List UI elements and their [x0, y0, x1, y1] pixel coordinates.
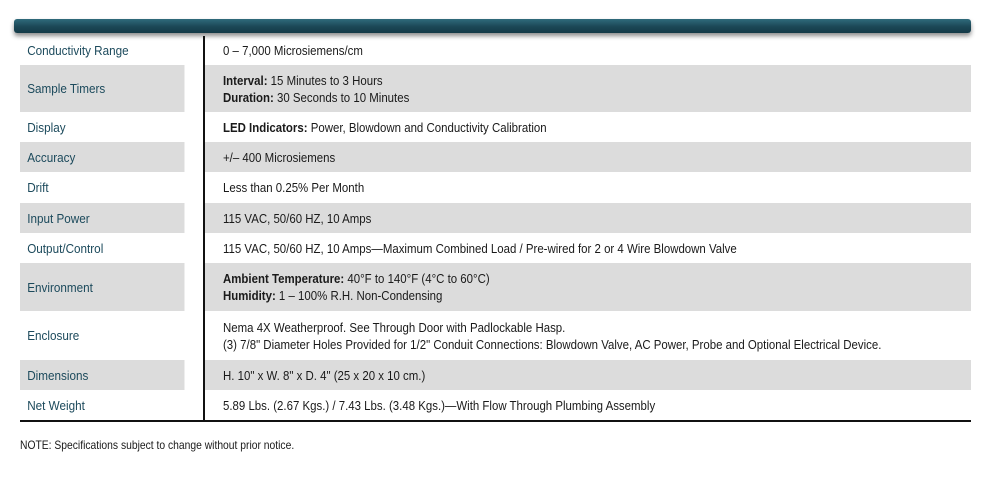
- spec-value-line: [223, 336, 881, 353]
- spec-value: [204, 311, 971, 360]
- spec-value-text: 1 – 100% R.H. Non-Condensing: [275, 288, 443, 303]
- spec-value-text: +/– 400 Microsiemens: [222, 149, 336, 165]
- spec-label: Net Weight: [20, 390, 185, 421]
- spec-value-line: [223, 210, 881, 227]
- spec-value-text: H. 10" x W. 8" x D. 4" (25 x 20 x 10 cm.): [222, 367, 426, 383]
- spec-label: Drift: [20, 172, 185, 203]
- spec-value-line: [223, 367, 881, 384]
- spec-value-line: [223, 179, 881, 196]
- spec-value-line: [223, 319, 881, 336]
- spec-label: Enclosure: [20, 311, 185, 360]
- spec-value-line: [223, 149, 881, 166]
- spec-value: [204, 360, 971, 390]
- spec-value-text: Power, Blowdown and Conductivity Calibration: [307, 119, 547, 135]
- spec-row: [20, 36, 971, 65]
- spec-value-text: Less than 0.25% Per Month: [222, 180, 364, 195]
- spec-value-line: [223, 72, 881, 89]
- spec-row: [20, 390, 971, 421]
- spec-value-key: Humidity:: [222, 288, 276, 303]
- spec-value-text: (3) 7/8" Diameter Holes Provided for 1/2" Conduit Connections: Blowdown Valve, AC Power, Probe and Optional Electrical Device.: [222, 336, 882, 352]
- spec-label: Display: [20, 112, 185, 142]
- spec-value: [204, 36, 971, 65]
- spec-value-text: 15 Minutes to 3 Hours: [267, 72, 383, 88]
- spec-row: [20, 233, 971, 263]
- spec-value-text: 5.89 Lbs. (2.67 Kgs.) / 7.43 Lbs. (3.48 Kgs.)—With Flow Through Plumbing Assembly: [222, 397, 655, 413]
- spec-value-line: [223, 287, 881, 304]
- spec-value-text: 115 VAC, 50/60 HZ, 10 Amps: [222, 210, 372, 226]
- spec-value: [204, 172, 971, 203]
- spec-row: [20, 311, 971, 360]
- spec-label: Input Power: [20, 203, 185, 233]
- spec-row: [20, 263, 971, 311]
- spec-value-text: 115 VAC, 50/60 HZ, 10 Amps—Maximum Combined Load / Pre-wired for 2 or 4 Wire Blowdown Valve: [222, 240, 737, 256]
- spec-value-key: Duration:: [222, 89, 274, 105]
- spec-value: [204, 263, 971, 311]
- spec-row: [20, 203, 971, 233]
- spec-value-key: Ambient Temperature:: [222, 271, 345, 286]
- spec-value-line: [223, 89, 881, 106]
- spec-row: [20, 65, 971, 112]
- spec-value: [204, 390, 971, 421]
- spec-value-line: [223, 270, 881, 287]
- spec-label: Sample Timers: [20, 65, 185, 112]
- spec-value: [204, 203, 971, 233]
- header-bar: [14, 19, 971, 33]
- spec-label: Dimensions: [20, 360, 185, 390]
- spec-label: Environment: [20, 263, 185, 311]
- spec-row: [20, 172, 971, 203]
- spec-table: [20, 36, 971, 422]
- spec-value-line: [223, 240, 881, 257]
- spec-row: [20, 360, 971, 390]
- footnote: NOTE: Specifications subject to change without prior notice.: [20, 438, 295, 452]
- spec-value-text: 30 Seconds to 10 Minutes: [273, 89, 410, 105]
- spec-label: Conductivity Range: [20, 36, 185, 65]
- spec-value-line: [223, 397, 881, 414]
- spec-value: [204, 233, 971, 263]
- spec-value-key: LED Indicators:: [222, 119, 308, 135]
- spec-value: [204, 142, 971, 172]
- spec-label: Output/Control: [20, 233, 185, 263]
- spec-value: [204, 65, 971, 112]
- spec-value-text: 40°F to 140°F (4°C to 60°C): [344, 271, 490, 286]
- spec-value-key: Interval:: [222, 72, 268, 88]
- spec-row: [20, 112, 971, 142]
- spec-label: Accuracy: [20, 142, 185, 172]
- spec-value-line: [223, 119, 881, 136]
- spec-row: [20, 142, 971, 172]
- spec-value: [204, 112, 971, 142]
- spec-value-line: [223, 42, 881, 59]
- spec-value-text: 0 – 7,000 Microsiemens/cm: [222, 43, 363, 58]
- spec-value-text: Nema 4X Weatherproof. See Through Door with Padlockable Hasp.: [222, 319, 566, 335]
